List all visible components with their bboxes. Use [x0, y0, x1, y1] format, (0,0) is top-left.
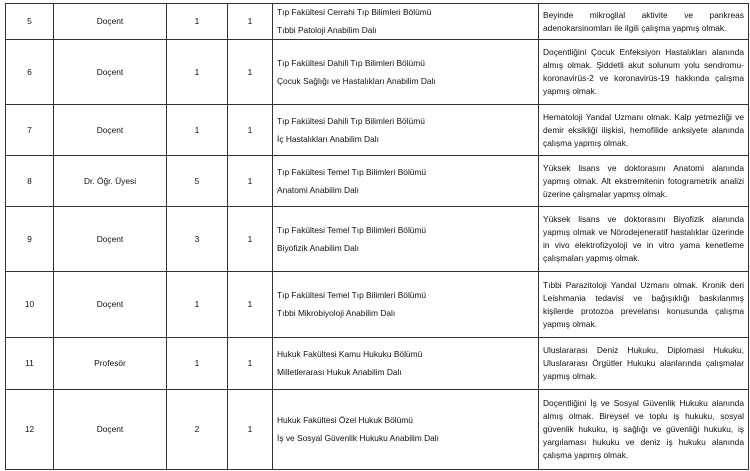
requirements: Doçentliğini İş ve Sosyal Güvenlik Hukuku alanında almış olmak. Bireysel ve toplu iş hukuku, sosyal güvenlik hukuku, iş sağlığı ve güvenliği hukuku, iş yargılaması hukuku ve deniz iş hukuku alanında çalışma yapmış olmak.	[539, 390, 749, 470]
staff-degree: 1	[228, 40, 273, 105]
table-row	[6, 338, 749, 390]
requirements: Hematoloji Yandal Uzmanı olmak. Kalp yetmezliği ve demir eksikliği ilişkisi, hemofilide anksiyete alanında çalışma yapmış olmak.	[539, 105, 749, 156]
table-row	[6, 4, 749, 40]
staff-degree: 1	[228, 272, 273, 338]
staff-count: 1	[167, 105, 228, 156]
faculty-department: Tıp Fakültesi Dahili Tıp Bilimleri Bölümü	[277, 57, 425, 68]
subdepartment: Anatomi Anabilim Dalı	[277, 184, 359, 195]
subdepartment: Milletlerarası Hukuk Anabilim Dalı	[277, 367, 402, 377]
row-number: 9	[6, 207, 54, 272]
unit-cell	[273, 156, 539, 207]
row-number: 10	[6, 272, 54, 338]
row-number: 11	[6, 338, 54, 390]
table-row	[6, 207, 749, 272]
position-table	[5, 3, 749, 470]
requirements: Doçentliğini Çocuk Enfeksiyon Hastalıkları alanında almış olmak. Şiddetli akut solunum yolu sendromu-koronavirüs-2 ve koronavirüs-19 hakkında çalışma yapmış olmak.	[539, 40, 749, 105]
faculty-department: Tıp Fakültesi Temel Tıp Bilimleri Bölümü	[277, 224, 427, 235]
academic-title: Doçent	[54, 390, 167, 470]
table-row	[6, 40, 749, 105]
table-row	[6, 272, 749, 338]
subdepartment: Çocuk Sağlığı ve Hastalıkları Anabilim Dalı	[277, 75, 436, 86]
table-row	[6, 156, 749, 207]
academic-title: Profesör	[54, 338, 167, 390]
faculty-department: Tıp Fakültesi Dahili Tıp Bilimleri Bölümü	[277, 115, 425, 126]
academic-title: Doçent	[54, 40, 167, 105]
faculty-department: Tıp Fakültesi Temel Tıp Bilimleri Bölümü	[277, 290, 427, 300]
row-number: 12	[6, 390, 54, 470]
table-row	[6, 105, 749, 156]
staff-degree: 1	[228, 4, 273, 40]
faculty-department: Tıp Fakültesi Cerrahi Tıp Bilimleri Bölümü	[277, 7, 432, 17]
staff-degree: 1	[228, 390, 273, 470]
academic-title: Doçent	[54, 272, 167, 338]
table-row	[6, 390, 749, 470]
unit-cell	[273, 105, 539, 156]
row-number: 6	[6, 40, 54, 105]
staff-degree: 1	[228, 105, 273, 156]
subdepartment: Biyofizik Anabilim Dalı	[277, 242, 359, 253]
subdepartment: Tıbbi Patoloji Anabilim Dalı	[277, 25, 377, 35]
staff-count: 2	[167, 390, 228, 470]
staff-count: 1	[167, 272, 228, 338]
requirements: Tıbbi Parazitoloji Yandal Uzmanı olmak. Kronik deri Leishmania tedavisi ve bağışıklığı baskılanmış kişilerde protozoa prevelansı konusunda çalışma yapmış olmak.	[539, 272, 749, 338]
staff-degree: 1	[228, 156, 273, 207]
staff-count: 1	[167, 40, 228, 105]
requirements: Yüksek lisans ve doktorasını Anatomi alanında yapmış olmak. Alt ekstremitenin fotogrametrik analizi üzerine çalışmalar yapmış olmak.	[539, 156, 749, 207]
row-number: 7	[6, 105, 54, 156]
staff-degree: 1	[228, 207, 273, 272]
faculty-department: Hukuk Fakültesi Kamu Hukuku Bölümü	[277, 349, 423, 359]
unit-cell	[273, 272, 539, 338]
academic-title: Doçent	[54, 105, 167, 156]
staff-count: 1	[167, 338, 228, 390]
faculty-department: Tıp Fakültesi Temel Tıp Bilimleri Bölümü	[277, 166, 427, 177]
subdepartment: Tıbbi Mikrobiyoloji Anabilim Dalı	[277, 308, 396, 318]
subdepartment: İş ve Sosyal Güvenlik Hukuku Anabilim Dalı	[277, 433, 439, 443]
requirements: Beyinde mikroglial aktivite ve pankreas adenokarsinomları ile ilgili çalışma yapmış olmak.	[539, 4, 749, 40]
unit-cell	[273, 40, 539, 105]
row-number: 8	[6, 156, 54, 207]
staff-degree: 1	[228, 338, 273, 390]
requirements: Yüksek lisans ve doktorasını Biyofizik alanında yapmış olmak ve Nörodejeneratif hastalıklar üzerinde in vivo elektrofizyoloji ve in vitro yama kenetleme çalışmaları yapmış olmak.	[539, 207, 749, 272]
requirements: Uluslararası Deniz Hukuku, Diplomasi Hukuku, Uluslararası Örgütler Hukuku alanlarında çalışmalar yapmış olmak.	[539, 338, 749, 390]
row-number: 5	[6, 4, 54, 40]
unit-cell	[273, 390, 539, 470]
subdepartment: İç Hastalıkları Anabilim Dalı	[277, 133, 379, 144]
academic-title: Dr. Öğr. Üyesi	[54, 156, 167, 207]
unit-cell	[273, 4, 539, 40]
unit-cell	[273, 207, 539, 272]
staff-count: 3	[167, 207, 228, 272]
staff-count: 1	[167, 4, 228, 40]
faculty-department: Hukuk Fakültesi Özel Hukuk Bölümü	[277, 415, 413, 425]
unit-cell	[273, 338, 539, 390]
academic-title: Doçent	[54, 207, 167, 272]
staff-count: 5	[167, 156, 228, 207]
academic-title: Doçent	[54, 4, 167, 40]
